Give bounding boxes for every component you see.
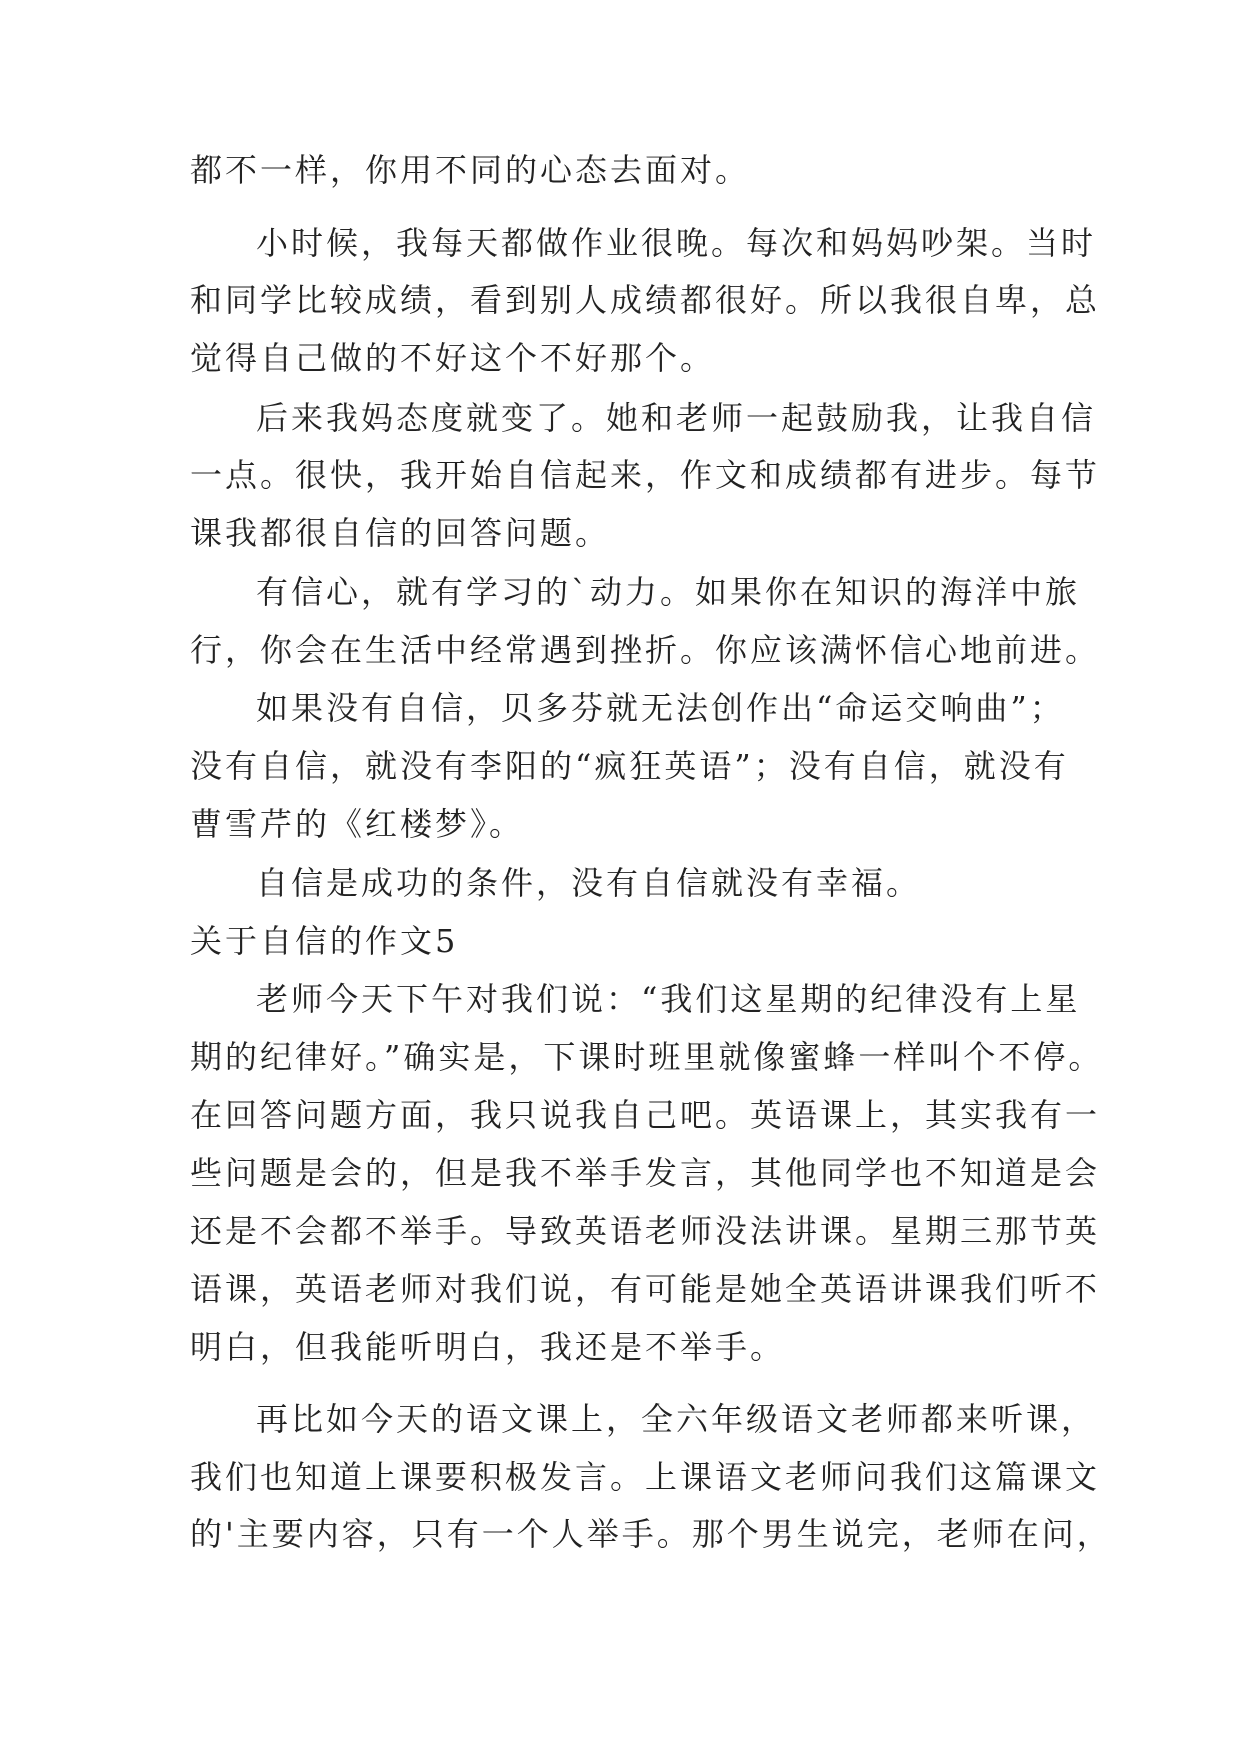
- text-line: 课我都很自信的回答问题。: [190, 514, 611, 552]
- text-line: 还是不会都不举手。导致英语老师没法讲课。星期三那节英: [190, 1212, 1101, 1250]
- text-line: 没有自信，就没有李阳的“疯狂英语”；没有自信，就没有: [190, 747, 1069, 785]
- text-line: 和同学比较成绩，看到别人成绩都很好。所以我很自卑，总: [190, 281, 1101, 319]
- text-line: 些问题是会的，但是我不举手发言，其他同学也不知道是会: [190, 1154, 1101, 1192]
- paragraph-start-line: 如果没有自信，贝多芬就无法创作出“命运交响曲”；: [256, 689, 1065, 727]
- text-line: 一点。很快，我开始自信起来，作文和成绩都有进步。每节: [190, 456, 1101, 494]
- text-line: 语课，英语老师对我们说，有可能是她全英语讲课我们听不: [190, 1270, 1101, 1308]
- section-heading: 关于自信的作文5: [190, 922, 459, 960]
- text-line: 觉得自己做的不好这个不好那个。: [190, 339, 716, 377]
- text-line: 都不一样，你用不同的心态去面对。: [190, 151, 751, 189]
- paragraph-start-line: 有信心，就有学习的`动力。如果你在知识的海洋中旅: [256, 573, 1081, 611]
- text-line: 曹雪芹的《红楼梦》。: [190, 805, 525, 843]
- paragraph-start-line: 再比如今天的语文课上，全六年级语文老师都来听课，: [256, 1400, 1097, 1438]
- paragraph-start-line: 小时候，我每天都做作业很晚。每次和妈妈吵架。当时: [256, 224, 1097, 262]
- text-line: 明白，但我能听明白，我还是不举手。: [190, 1328, 786, 1366]
- paragraph-start-line: 后来我妈态度就变了。她和老师一起鼓励我，让我自信: [256, 399, 1097, 437]
- text-line: 的'主要内容，只有一个人举手。那个男生说完，老师在问，: [190, 1515, 1112, 1553]
- paragraph-start-line: 老师今天下午对我们说：“我们这星期的纪律没有上星: [256, 980, 1081, 1018]
- text-line: 行，你会在生活中经常遇到挫折。你应该满怀信心地前进。: [190, 631, 1101, 669]
- text-line: 我们也知道上课要积极发言。上课语文老师问我们这篇课文: [190, 1458, 1101, 1496]
- text-line: 期的纪律好。”确实是，下课时班里就像蜜蜂一样叫个不停。: [190, 1038, 1104, 1076]
- paragraph-start-line: 自信是成功的条件，没有自信就没有幸福。: [256, 864, 922, 902]
- text-line: 在回答问题方面，我只说我自己吧。英语课上，其实我有一: [190, 1096, 1101, 1134]
